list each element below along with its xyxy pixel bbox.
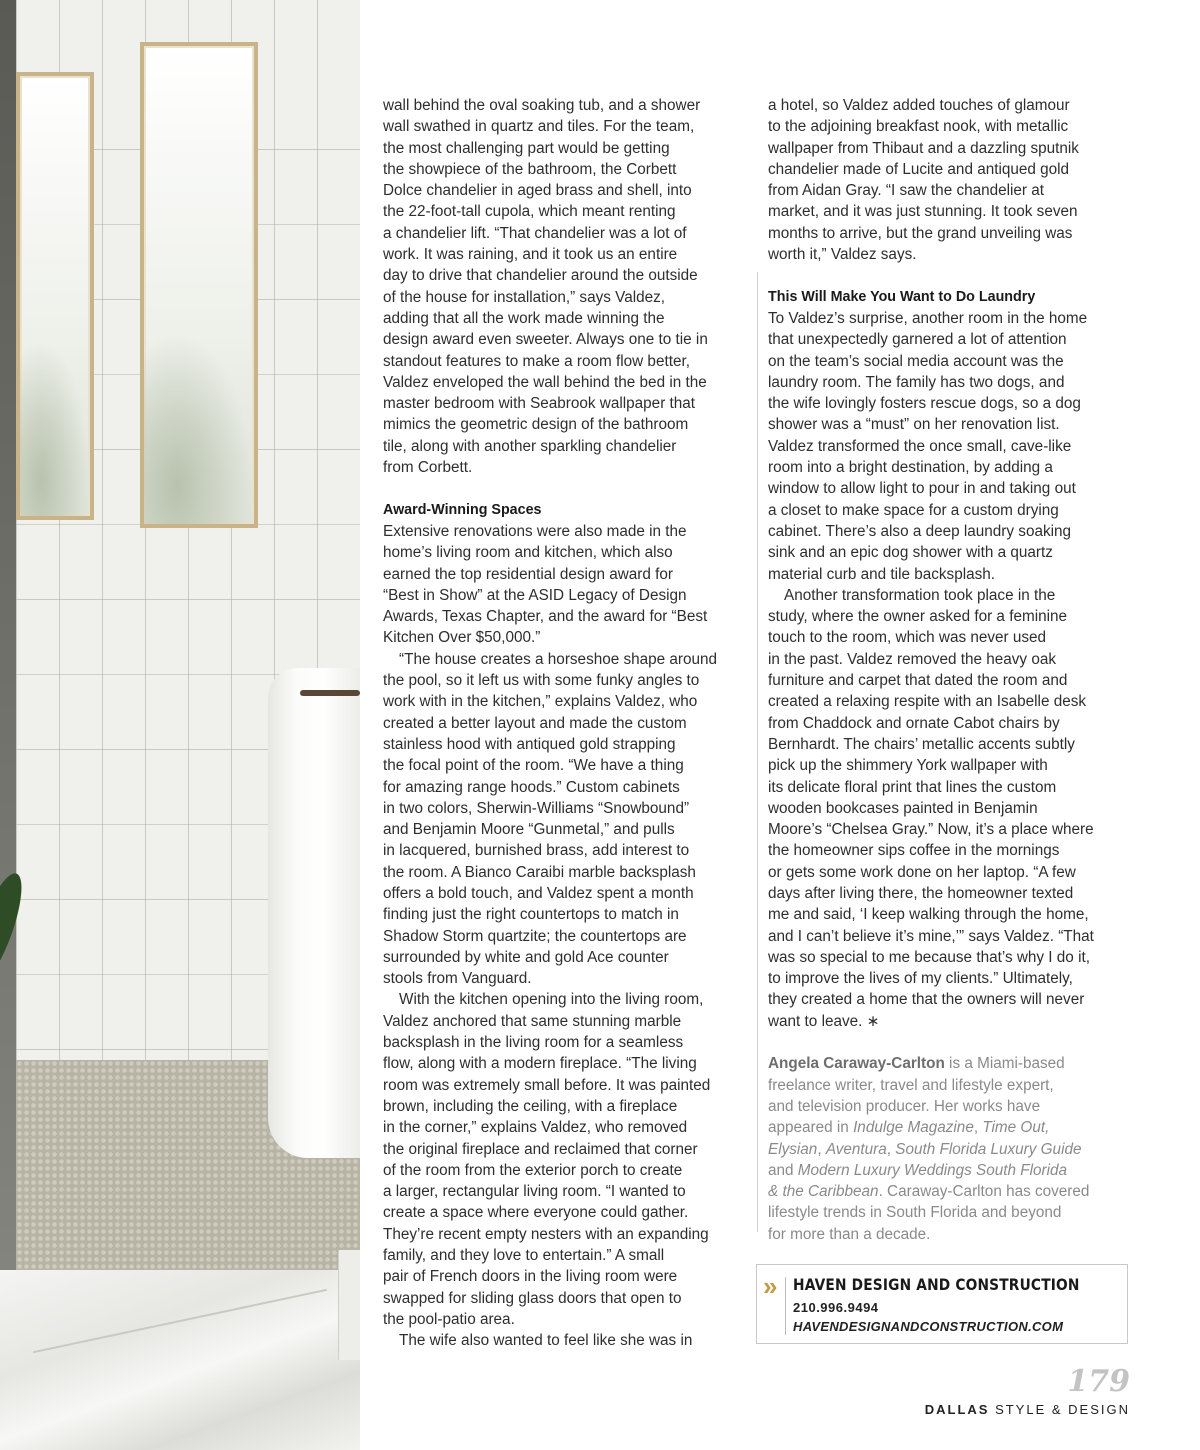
article-column-left — [383, 95, 748, 1352]
article-column-right — [768, 95, 1133, 1245]
company-phone[interactable]: 210.996.9494 — [793, 1300, 879, 1315]
paragraph: The wife also wanted to feel like she was in — [399, 1332, 693, 1350]
paragraph: To Valdez’s surprise, another room in the home that unexpectedly garnered a lot of attention on the team’s social media account was the laundry room. The family has two dogs, and the wife lovingly fosters rescue dogs, so a dog shower was a “must” on her renovation list. Valdez transformed the once small, cave-like room into a bright destination, by adding a window to allow light to pour in and taking out a closet to make space for a custom drying cabinet. There’s also a deep laundry soaking sink and an epic dog shower with a quartz material curb and tile backsplash. — [768, 309, 1088, 583]
section-heading-laundry: This Will Make You Want to Do Laundry — [768, 288, 1036, 305]
author-name: Angela Caraway-Carlton — [768, 1055, 945, 1073]
paragraph: “The house creates a horseshoe shape around the pool, so it left us with some funky angles to work with in the kitchen,” explains Valdez, who created a better layout and made the custom stainless hood with antiqued gold strapping the focal point of the room. “We have a thing for amazing range hoods.” Custom cabinets in two colors, Sherwin-Williams “Snowbound” and Benjamin Moore “Gunmetal,” and pulls in lacquered, burnished brass, add interest to the room. A Bianco Caraibi marble backsplash offers a bold touch, and Valdez spent a month finding just the right countertops to match in Shadow Storm quartzite; the countertops are surrounded by white and gold Ace counter stools from Vanguard. — [383, 650, 718, 988]
info-divider — [785, 1277, 786, 1335]
section-heading-award-winning: Award-Winning Spaces — [383, 501, 542, 518]
paragraph: Extensive renovations were also made in the home’s living room and kitchen, which also earned the top residential design award for “Best in Show” at the ASID Legacy of Design Awards, Texas Chapter, and the award for “Best Kitchen Over $50,000.” — [383, 522, 708, 647]
narrow-window-right — [140, 42, 258, 528]
magazine-footer — [925, 1402, 1130, 1417]
marble-floor — [0, 1270, 360, 1450]
narrow-window-left — [16, 72, 94, 520]
paragraph: a hotel, so Valdez added touches of glamour to the adjoining breakfast nook, with metallic wallpaper from Thibaut and a dazzling sputnik chandelier made of Lucite and antiqued gold from Aidan Gray. “I saw the chandelier at market, and it was just stunning. It took seven months to arrive, but the grand unveiling was worth it,” Valdez says. — [768, 97, 1079, 264]
footer-brand-bold: DALLAS — [924, 1402, 990, 1417]
footer-brand-rest: STYLE & DESIGN — [989, 1402, 1130, 1417]
white-towel — [268, 668, 360, 1158]
towel-bar — [300, 690, 360, 696]
company-info-box — [756, 1264, 1128, 1344]
column-divider — [757, 272, 758, 1232]
door-frame-edge — [338, 1250, 360, 1360]
author-bio: Angela Caraway-Carlton is a Miami-based freelance writer, travel and lifestyle expert, and television producer. Her works have appeared in Indulge Magazine, Time Out, Elysian, Aventura, South Florida Luxury Guide and Modern Luxury Weddings South Florida & the Caribbean. Caraway-Carlton has covered lifestyle trends in South Florida and beyond for more than a decade. — [768, 1055, 1090, 1243]
company-name: HAVEN DESIGN AND CONSTRUCTION — [793, 1275, 1080, 1294]
paragraph: wall behind the oval soaking tub, and a shower wall swathed in quartz and tiles. For the team, the most challenging part would be getting the showpiece of the bathroom, the Corbett Dolce chandelier in aged brass and shell, into the 22-foot-tall cupola, which meant renting a chandelier lift. “That chandelier was a lot of work. It was raining, and it took us an entire day to drive that chandelier around the outside of the house for installation,” says Valdez, adding that all the work made winning the design award even sweeter. Always one to tie in standout features to make a room flow better, Valdez enveloped the wall behind the bed in the master bedroom with Seabrook wallpaper that mimics the geometric design of the bathroom tile, along with another sparkling chandelier from Corbett. — [383, 97, 708, 477]
double-chevron-icon: » — [763, 1271, 772, 1301]
page-number: 179 — [1067, 1364, 1130, 1399]
paragraph: Another transformation took place in the study, where the owner asked for a feminine touch to the room, which was never used in the past. Valdez removed the heavy oak furniture and carpet that dated the room and created a relaxing respite with an Isabelle desk from Chaddock and ornate Cabot chairs by Bernhardt. The chairs’ metallic accents subtly pick up the shimmery York wallpaper with its delicate floral print that lines the custom wooden bookcases painted in Benjamin Moore’s “Chelsea Gray.” Now, it’s a place where the homeowner sips coffee in the mornings or gets some work done on her laptop. “A few days after living there, the homeowner texted me and said, ‘I keep walking through the home, and I can’t believe it’s mine,’” says Valdez. “That was so special to me because that’s why I do it, to improve the lives of my clients.” Ultimately, they created a home that the owners will never want to leave. ∗ — [768, 586, 1094, 1030]
bathroom-photo — [0, 0, 360, 1450]
paragraph: With the kitchen opening into the living room, Valdez anchored that same stunning marble backsplash in the living room for a seamless flow, along with a modern fireplace. “The living room was extremely small before. It was painted brown, including the ceiling, with a fireplace in the corner,” explains Valdez, who removed the original fireplace and reclaimed that corner of the room from the exterior porch to create a larger, rectangular living room. “I wanted to create a space where everyone could gather. They’re recent empty nesters with an expanding family, and they love to entertain.” A small pair of French doors in the living room were swapped for sliding glass doors that open to the pool-patio area. — [383, 991, 711, 1328]
company-website-link[interactable]: HAVENDESIGNANDCONSTRUCTION.COM — [793, 1319, 1064, 1334]
